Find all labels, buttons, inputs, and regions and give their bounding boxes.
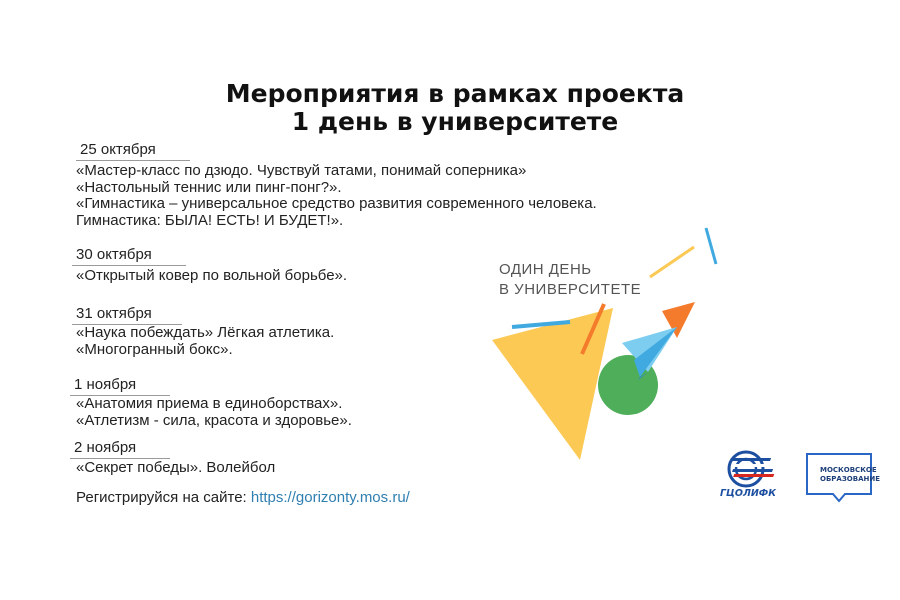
mos-education-wordmark — [820, 466, 880, 484]
mos-education-line-2: ОБРАЗОВАНИЕ — [820, 475, 881, 483]
date-label: 30 октября — [72, 246, 186, 266]
title-line-2: 1 день в университете — [291, 107, 619, 136]
page-title — [150, 80, 760, 136]
event-list — [76, 268, 347, 285]
registration-line — [76, 489, 410, 506]
yellow-stroke-shape — [650, 247, 694, 277]
event-item: «Анатомия приема в единоборствах». — [76, 395, 343, 412]
event-list — [76, 325, 334, 358]
event-list — [76, 396, 352, 429]
event-item: «Секрет победы». Волейбол — [76, 459, 276, 476]
title-line-1: Мероприятия в рамках проекта — [225, 79, 685, 108]
gcolifk-logo — [718, 450, 782, 502]
date-label: 31 октября — [72, 305, 182, 325]
project-logo-line-2: В УНИВЕРСИТЕТЕ — [499, 281, 642, 298]
event-item: Гимнастика: БЫЛА! ЕСТЬ! И БУДЕТ!». — [76, 211, 344, 229]
project-logo-artwork — [470, 220, 730, 465]
registration-link[interactable]: https://gorizonty.mos.ru/ — [250, 489, 410, 506]
date-label: 2 ноября — [70, 439, 170, 459]
event-item: «Наука побеждать» Лёгкая атлетика. — [76, 324, 335, 341]
event-item: «Настольный теннис или пинг-понг?». — [76, 178, 342, 196]
yellow-triangle-shape — [492, 308, 613, 460]
event-item: «Мастер-класс по дзюдо. Чувствуй татами, понимай соперника» — [76, 162, 527, 179]
date-label: 25 октября — [76, 141, 190, 161]
event-item: «Многогранный бокс». — [76, 340, 233, 358]
blue-dash-shape — [706, 228, 716, 264]
event-list — [76, 460, 275, 477]
registration-label: Регистрируйся на сайте: — [76, 489, 247, 506]
date-label: 1 ноября — [70, 376, 170, 396]
event-item: «Открытый ковер по вольной борьбе». — [76, 267, 348, 284]
event-item: «Атлетизм - сила, красота и здоровье». — [76, 411, 352, 429]
project-logo-line-1: ОДИН ДЕНЬ — [499, 261, 592, 278]
event-item: «Гимнастика – универсальное средство развития современного человека. — [76, 195, 597, 212]
gcolifk-wordmark: ГЦОЛИФК — [720, 488, 776, 499]
mos-education-line-1: МОСКОВСКОЕ — [820, 466, 877, 474]
